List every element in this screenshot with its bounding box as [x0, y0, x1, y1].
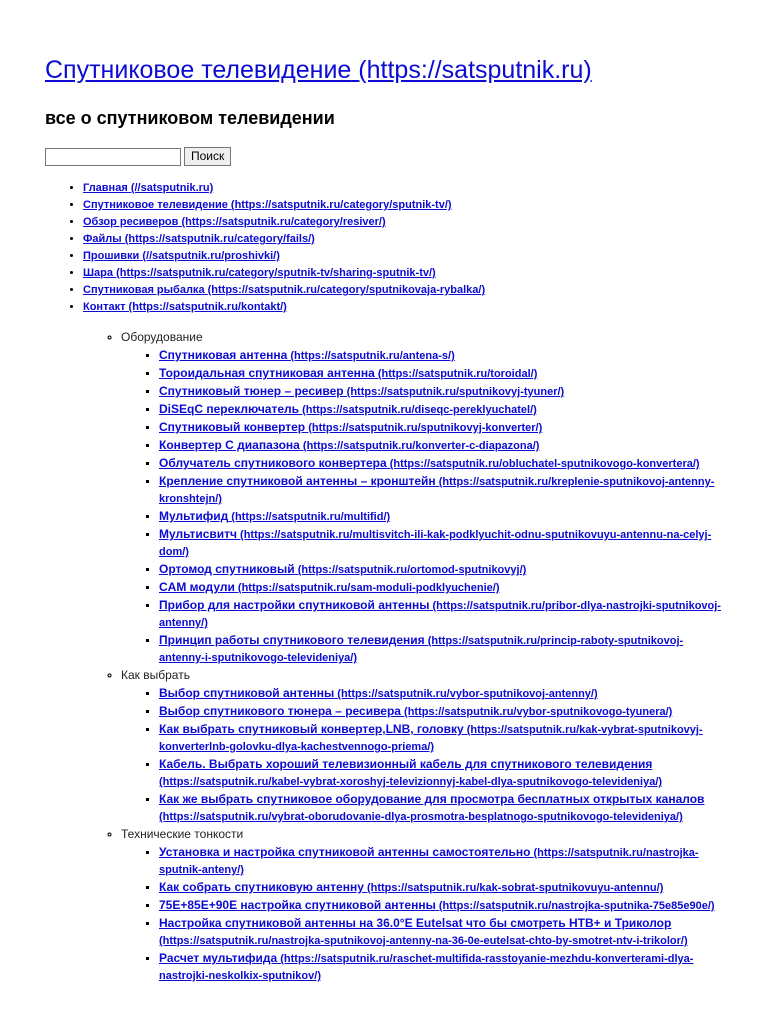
category-item-link[interactable] — [159, 600, 721, 629]
category-item-url: (https://satsputnik.ru/multisvitch-ili-kak-podklyuchit-odnu-sputnikovuyu-antennu-na-celyj-dom/) — [159, 529, 712, 558]
category-item-link[interactable] — [159, 953, 693, 982]
category-item — [159, 473, 728, 508]
category-item-label: Принцип работы спутникового телевидения — [159, 633, 425, 647]
category-item-url: (https://satsputnik.ru/kak-vybrat-sputnikovyj-konverterlnb-golovku-dlya-kachestvennogo-priema/) — [159, 724, 703, 753]
category-label: Технические тонкости — [121, 827, 244, 841]
category-item-url: (https://satsputnik.ru/nastrojka-sputnik-anteny/) — [159, 847, 699, 876]
category-item-label: Тороидальная спутниковая антенна — [159, 366, 375, 380]
main-nav-label: Прошивки — [83, 250, 140, 262]
search-input[interactable] — [45, 148, 181, 166]
category-item-label: Спутниковый тюнер – ресивер — [159, 384, 344, 398]
category-item — [159, 579, 728, 597]
main-nav-link[interactable] — [83, 301, 287, 313]
category-item — [159, 879, 728, 897]
category-item-url: (https://satsputnik.ru/pribor-dlya-nastrojki-sputnikovoj-antenny/) — [159, 600, 721, 629]
main-nav-label: Обзор ресиверов — [83, 216, 179, 228]
main-nav-link[interactable] — [83, 284, 485, 296]
site-title-text: Спутниковое телевидение — [45, 56, 352, 84]
category-item-label: Спутниковая антенна — [159, 348, 288, 362]
category-item-url: (https://satsputnik.ru/vybor-sputnikovogo-tyunera/) — [404, 706, 673, 718]
category-item-link[interactable] — [159, 635, 683, 664]
category-label: Оборудование — [121, 330, 203, 344]
main-nav-url: (https://satsputnik.ru/category/sputnik-tv/) — [230, 199, 452, 211]
category-item-label: Выбор спутникового тюнера – ресивера — [159, 704, 401, 718]
category-item-link[interactable] — [159, 794, 704, 823]
category-item-url: (https://satsputnik.ru/sputnikovyj-konverter/) — [308, 422, 543, 434]
main-nav-link[interactable] — [83, 199, 452, 211]
category-item-list — [121, 347, 768, 667]
category-item-url: (https://satsputnik.ru/vybrat-oborudovanie-dlya-prosmotra-besplatnogo-sputnikovogo-televideniya/) — [159, 811, 683, 823]
category-item-label: Конвертер С диапазона — [159, 438, 300, 452]
category-item-label: Облучатель спутникового конвертера — [159, 456, 387, 470]
site-title-url: (https://satsputnik.ru) — [358, 56, 592, 84]
category-item-label: 75E+85E+90E настройка спутниковой антенны — [159, 898, 436, 912]
category-item — [159, 526, 728, 561]
main-nav-url: (https://satsputnik.ru/category/fails/) — [124, 233, 315, 245]
category-item — [159, 383, 728, 401]
category-item-url: (https://satsputnik.ru/vybor-sputnikovoj-antenny/) — [337, 688, 598, 700]
category-item-link[interactable] — [159, 564, 526, 576]
category-group — [121, 667, 768, 826]
category-item — [159, 950, 728, 985]
main-nav-link[interactable] — [83, 233, 315, 245]
category-item-link[interactable] — [159, 440, 539, 452]
category-group — [121, 329, 768, 667]
main-nav-item — [83, 282, 768, 299]
category-item-label: Спутниковый конвертер — [159, 420, 306, 434]
category-item-link[interactable] — [159, 350, 455, 362]
main-nav-url: (https://satsputnik.ru/category/sputnik-tv/sharing-sputnik-tv/) — [116, 267, 436, 279]
category-item-label: CAM модули — [159, 580, 235, 594]
category-item-link[interactable] — [159, 511, 390, 523]
category-item-url: (https://satsputnik.ru/diseqc-pereklyuchatel/) — [302, 404, 537, 416]
category-item-label: Установка и настройка спутниковой антенны самостоятельно — [159, 845, 531, 859]
category-item-link[interactable] — [159, 759, 662, 788]
main-nav-label: Контакт — [83, 301, 126, 313]
category-item-link[interactable] — [159, 368, 537, 380]
category-item-url: (https://satsputnik.ru/multifid/) — [231, 511, 391, 523]
category-item — [159, 561, 728, 579]
category-item-url: (https://satsputnik.ru/ortomod-sputnikovyj/) — [297, 564, 527, 576]
category-item-list — [121, 685, 768, 826]
category-item-label: DiSEqC переключатель — [159, 402, 300, 416]
category-item-label: Прибор для настройки спутниковой антенны — [159, 598, 430, 612]
category-item — [159, 844, 728, 879]
site-tagline: все о спутниковом телевидении — [45, 108, 335, 128]
main-nav-url: (//satsputnik.ru) — [130, 182, 214, 194]
main-nav-item — [83, 231, 768, 248]
category-item-url: (https://satsputnik.ru/kreplenie-sputnikovoj-antenny-kronshtejn/) — [159, 476, 715, 505]
category-item-label: Мультифид — [159, 509, 229, 523]
category-item-link[interactable] — [159, 529, 711, 558]
category-item-link[interactable] — [159, 404, 537, 416]
category-item-url: (https://satsputnik.ru/antena-s/) — [290, 350, 455, 362]
category-item — [159, 632, 728, 667]
category-item — [159, 685, 728, 703]
category-item-url: (https://satsputnik.ru/sam-moduli-podklyuchenie/) — [237, 582, 500, 594]
category-item-url: (https://satsputnik.ru/obluchatel-sputnikovogo-konvertera/) — [389, 458, 700, 470]
category-item-url: (https://satsputnik.ru/nastrojka-sputnikovoj-antenny-na-36-0e-eutelsat-chto-by-smotret-ntv-i-trikolor/) — [159, 935, 688, 947]
category-item-link[interactable] — [159, 386, 564, 398]
category-item — [159, 756, 728, 791]
category-item-link[interactable] — [159, 422, 542, 434]
category-item — [159, 721, 728, 756]
main-nav-url: (https://satsputnik.ru/category/resiver/) — [181, 216, 386, 228]
category-item — [159, 437, 728, 455]
category-item-label: Как выбрать спутниковый конвертер,LNB, головку — [159, 722, 464, 736]
category-item-label: Как собрать спутниковую антенну — [159, 880, 364, 894]
category-item-link[interactable] — [159, 882, 663, 894]
category-item-label: Мультисвитч — [159, 527, 237, 541]
main-nav-label: Главная — [83, 182, 128, 194]
site-title — [45, 0, 768, 86]
main-nav-link[interactable] — [83, 267, 436, 279]
category-item-link[interactable] — [159, 900, 715, 912]
main-nav-url: (https://satsputnik.ru/category/sputnikovaja-rybalka/) — [207, 284, 486, 296]
category-item-url: (https://satsputnik.ru/nastrojka-sputnika-75e85e90e/) — [438, 900, 715, 912]
main-nav-label: Спутниковая рыбалка — [83, 284, 205, 296]
category-item-url: (https://satsputnik.ru/kabel-vybrat-xoroshyj-televizionnyj-kabel-dlya-sputnikovogo-televideniya/) — [159, 776, 663, 788]
main-nav-item — [83, 265, 768, 282]
main-nav-item — [83, 197, 768, 214]
category-item-url: (https://satsputnik.ru/raschet-multifida-rasstoyanie-mezhdu-konverterami-dlya-nastrojki-neskolkix-sputnikov/) — [159, 953, 694, 982]
category-item-link[interactable] — [159, 724, 703, 753]
main-nav-link[interactable] — [83, 216, 386, 228]
main-nav-label: Спутниковое телевидение — [83, 199, 228, 211]
category-item-label: Крепление спутниковой антенны – кронштейн — [159, 474, 436, 488]
category-item-link[interactable] — [159, 706, 672, 718]
main-nav-url: (//satsputnik.ru/proshivki/) — [142, 250, 280, 262]
category-item-label: Как же выбрать спутниковое оборудование для просмотра бесплатных открытых каналов — [159, 792, 705, 806]
main-nav-item — [83, 214, 768, 231]
category-item — [159, 597, 728, 632]
category-item-link[interactable] — [159, 688, 598, 700]
main-nav-link[interactable] — [83, 250, 280, 262]
category-item-label: Расчет мультифида — [159, 951, 278, 965]
category-item-label: Кабель. Выбрать хороший телевизионный кабель для спутникового телевидения — [159, 757, 653, 771]
category-nav — [45, 329, 768, 985]
category-item — [159, 401, 728, 419]
category-item-label: Выбор спутниковой антенны — [159, 686, 335, 700]
category-item — [159, 365, 728, 383]
category-item-url: (https://satsputnik.ru/toroidal/) — [377, 368, 538, 380]
category-item-link[interactable] — [159, 918, 688, 947]
category-item — [159, 703, 728, 721]
category-item-link[interactable] — [159, 582, 499, 594]
category-item — [159, 455, 728, 473]
category-item — [159, 508, 728, 526]
main-nav-item — [83, 180, 768, 197]
main-nav-url: (https://satsputnik.ru/kontakt/) — [128, 301, 287, 313]
category-item-link[interactable] — [159, 476, 714, 505]
main-nav — [45, 180, 768, 316]
category-item — [159, 419, 728, 437]
category-item-url: (https://satsputnik.ru/konverter-c-diapazona/) — [302, 440, 540, 452]
category-item-url: (https://satsputnik.ru/kak-sobrat-sputnikovuyu-antennu/) — [366, 882, 664, 894]
category-item-label: Ортомод спутниковый — [159, 562, 295, 576]
category-item — [159, 791, 728, 826]
main-nav-label: Файлы — [83, 233, 122, 245]
category-item-list — [121, 844, 768, 985]
category-item-link[interactable] — [159, 847, 699, 876]
search-button[interactable]: Поиск — [184, 147, 231, 166]
main-nav-item — [83, 248, 768, 265]
category-item-link[interactable] — [159, 458, 700, 470]
main-nav-link[interactable] — [83, 182, 213, 194]
category-group — [121, 826, 768, 985]
search-form — [45, 147, 768, 166]
category-item — [159, 915, 728, 950]
category-item-url: (https://satsputnik.ru/princip-raboty-sputnikovoj-antenny-i-sputnikovogo-televideniya/) — [159, 635, 684, 664]
main-nav-item — [83, 299, 768, 316]
category-label: Как выбрать — [121, 668, 190, 682]
category-item-label: Настройка спутниковой антенны на 36.0°E Eutelsat что бы смотреть НТВ+ и Триколор — [159, 916, 672, 930]
category-item-url: (https://satsputnik.ru/sputnikovyj-tyuner/) — [346, 386, 565, 398]
site-title-link[interactable] — [45, 56, 592, 84]
category-item — [159, 897, 728, 915]
category-item — [159, 347, 728, 365]
main-nav-label: Шара — [83, 267, 114, 279]
